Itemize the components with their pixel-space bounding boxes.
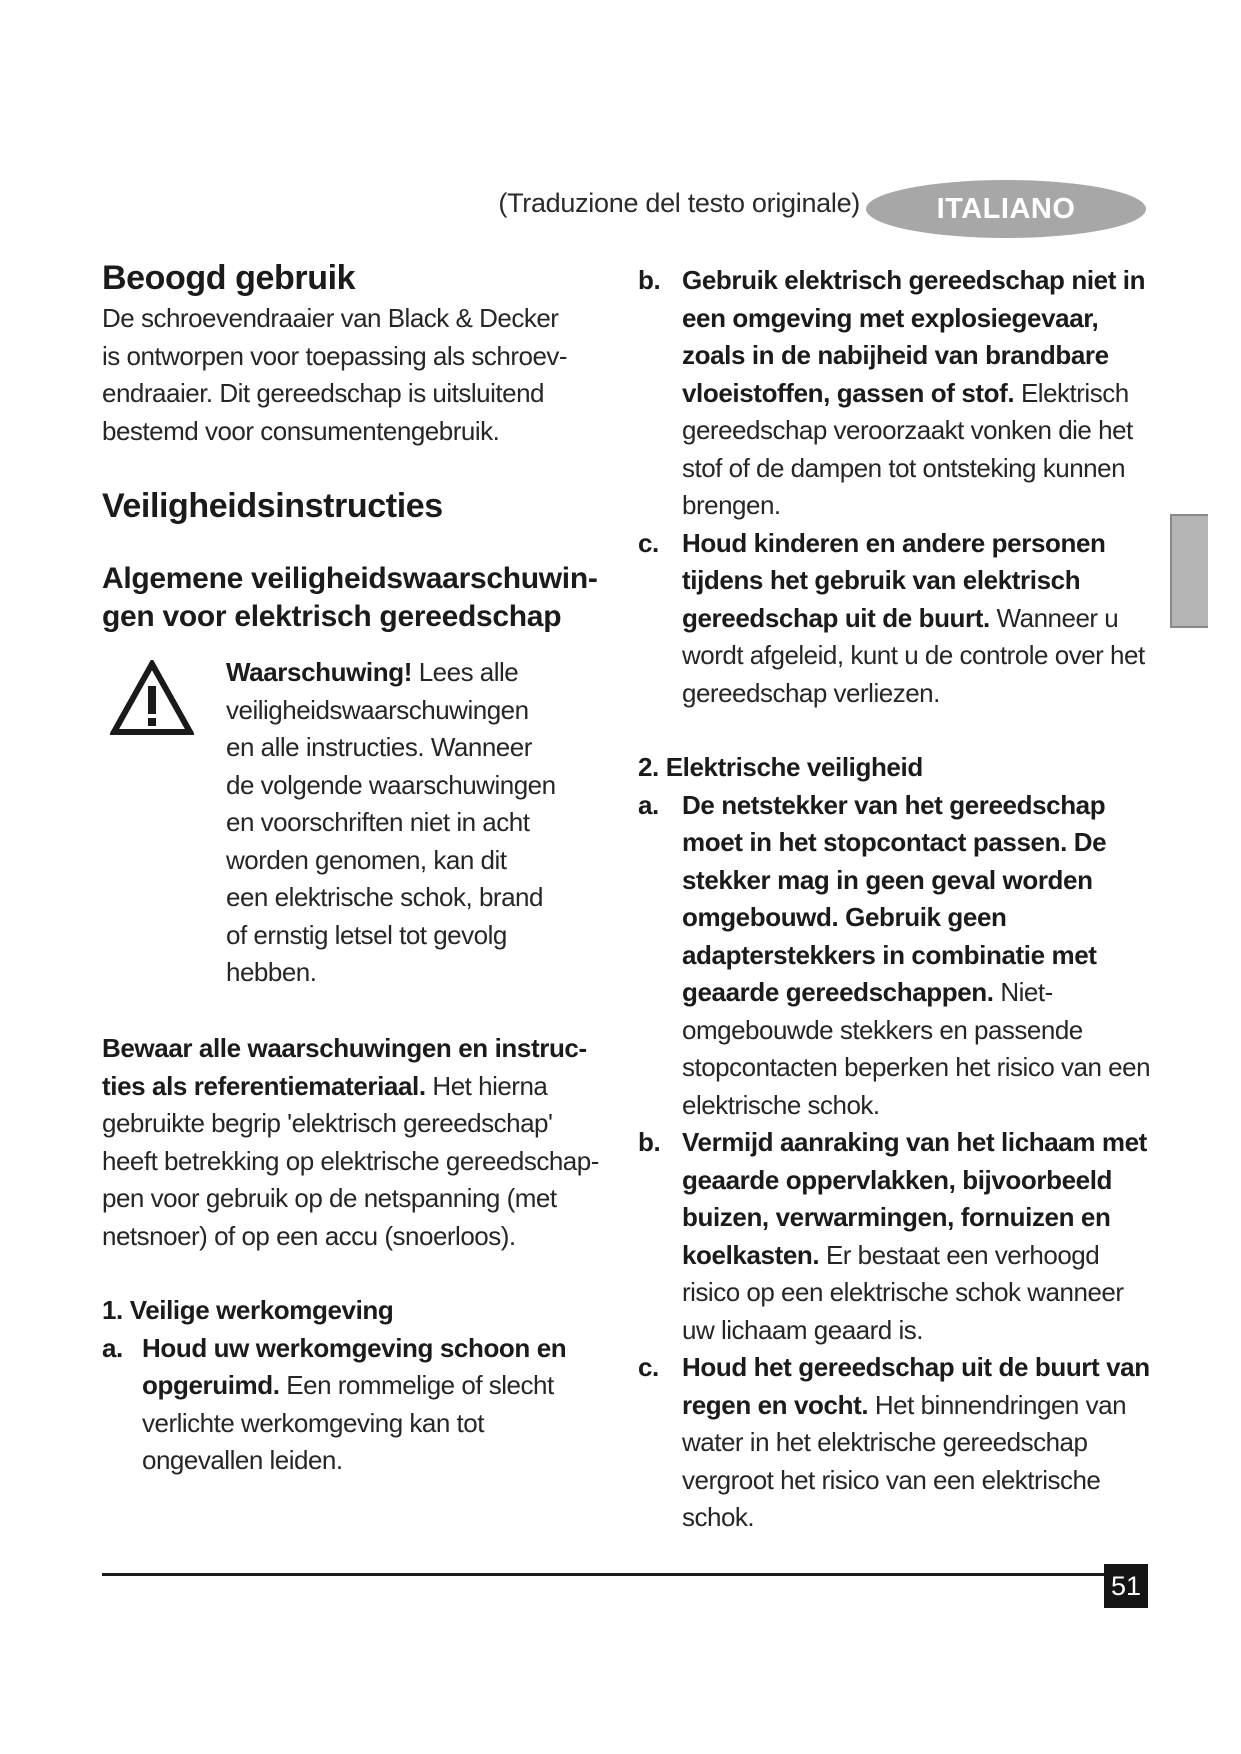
side-tab-marker (1170, 514, 1208, 628)
section-2-heading: 2. Elektrische veiligheid (638, 752, 923, 782)
left-column (102, 258, 602, 1480)
header-subtitle: (Traduzione del testo originale) (498, 188, 860, 218)
list-marker: a. (638, 789, 659, 820)
list-item-1c: c. Houd kinderen en andere personen tijdens het gebruik van elektrisch gereedschap uit de buurt. Wanneer u wordt afgeleid, kunt u de controle over het gereedschap verliezen. (638, 525, 1158, 713)
language-badge: ITALIANO (866, 180, 1146, 238)
warning-triangle-icon (110, 660, 194, 736)
list-marker: c. (638, 1352, 659, 1382)
keep-instructions-paragraph: Bewaar alle waarschuwingen en instruc- ties als referentiemateriaal. Het hierna gebruikte begrip 'elektrisch gereedschap' heeft betrekking op elektrische gereedschap- pen voor gebruik op de netspanning (met netsnoer) of op een accu (snoerloos). (102, 1033, 599, 1251)
general-warnings-heading: Algemene veiligheidswaarschuwin- gen voor elektrisch gereedschap (102, 562, 598, 633)
list-item-1b: b. Gebruik elektrisch gereedschap niet in een omgeving met explosiegevaar, zoals in de nabijheid van brandbare vloeistoffen, gassen of stof. Elektrisch gereedschap veroorzaakt vonken die het stof of de dampen tot ontsteking kunnen brengen. (638, 262, 1158, 525)
list-item-2a: a. De netstekker van het gereedschap moet in het stopcontact passen. De stekker mag in geen geval worden omgebouwd. Gebruik geen adapterstekkers in combinatie met geaarde gereedschappen. Niet- omgebouwde stekkers en passende stopcontacten beperken het risico van een elektrische schok. (638, 787, 1158, 1125)
list-marker: b. (638, 265, 661, 295)
section-1-heading: 1. Veilige werkomgeving (102, 1295, 394, 1325)
intended-use-text: De schroevendraaier van Black & Decker is ontworpen voor toepassing als schroev- endraaier. Dit gereedschap is uitsluitend bestemd voor consumentengebruik. (102, 303, 568, 446)
right-column (638, 262, 1158, 1537)
intended-use-heading: Beoogd gebruik (102, 259, 356, 297)
list-item-1a: a. Houd uw werkomgeving schoon en opgeruimd. Een rommelige of slecht verlichte werkomgeving kan tot ongevallen leiden. (102, 1330, 602, 1480)
list-marker: c. (638, 527, 659, 558)
list-marker: b. (638, 1127, 661, 1157)
footer-rule (102, 1573, 1112, 1576)
safety-instructions-heading: Veiligheidsinstructies (102, 487, 443, 525)
page-number: 51 (1104, 1564, 1148, 1608)
warning-block (102, 654, 602, 992)
list-marker: a. (102, 1332, 123, 1363)
warning-text: Waarschuwing! Lees alle veiligheidswaarschuwingen en alle instructies. Wanneer de volgende waarschuwingen en voorschriften niet in acht worden genomen, kan dit een elektrische schok, brand of ernstig letsel tot gevolg hebben. (226, 657, 556, 987)
list-item-2c: c. Houd het gereedschap uit de buurt van regen en vocht. Het binnendringen van water in het elektrische gereedschap vergroot het risico van een elektrische schok. (638, 1349, 1158, 1537)
list-item-2b: b. Vermijd aanraking van het lichaam met geaarde oppervlakken, bijvoorbeeld buizen, verwarmingen, fornuizen en koelkasten. Er bestaat een verhoogd risico op een elektrische schok wanneer uw lichaam geaard is. (638, 1124, 1158, 1349)
